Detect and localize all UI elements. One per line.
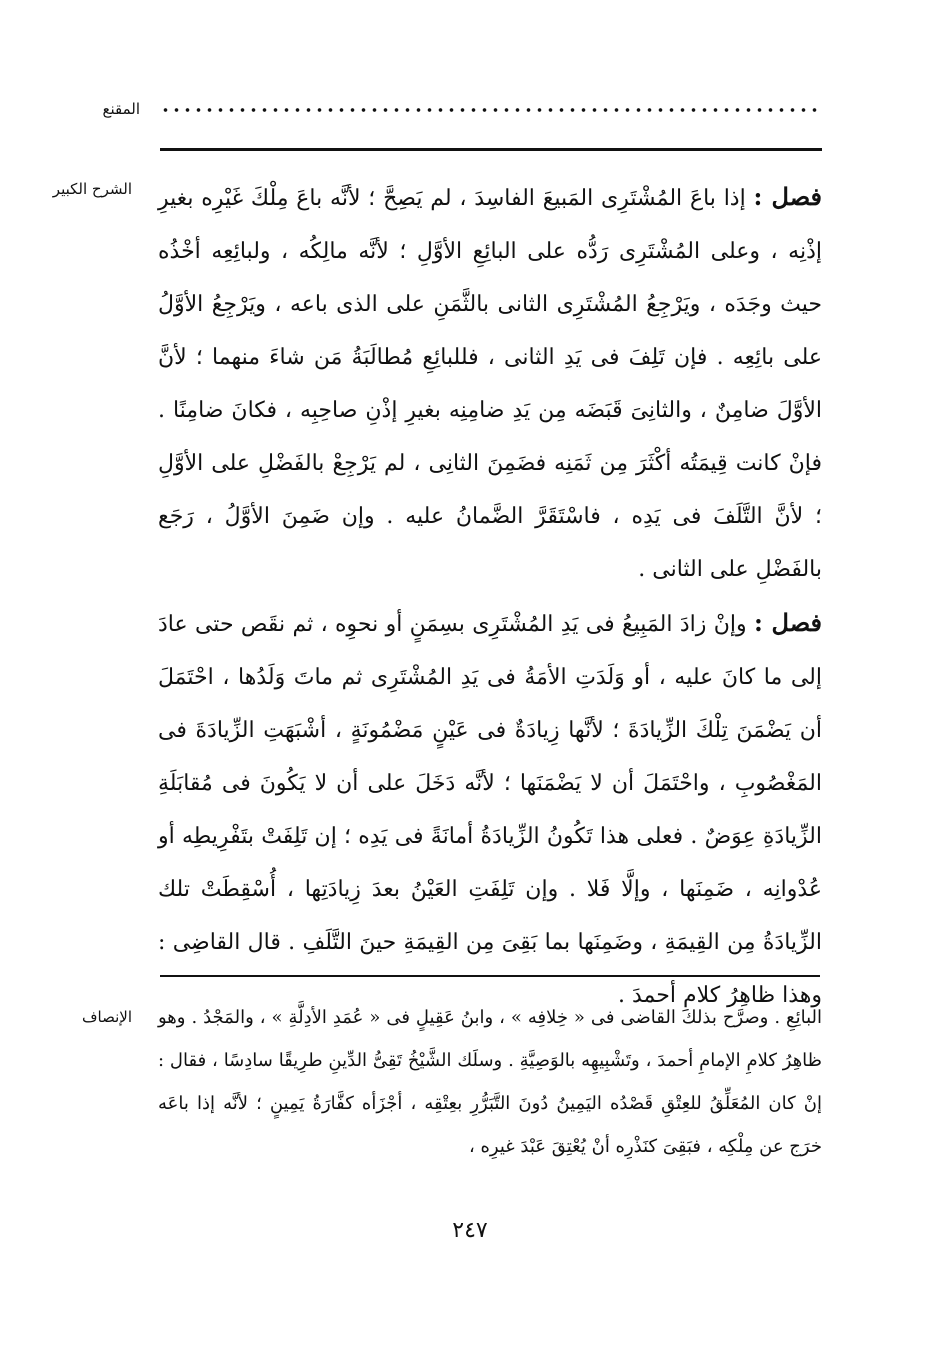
section-2-text: وإنْ زادَ المَبِيعُ فى يَدِ المُشْتَرِى بسِمَنٍ أو نحوِه ، ثم نقَص حتى عادَ إلى ما كانَ عليه ، أو وَلَدَتِ الأمَةُ فى يَدِ المُشْتَرِى ثم ماتَ وَلَدُها ، احْتَمَلَ أن يَضْمَنَ تِلْكَ الزِّيادَةَ ؛ لأنَّها زِيادَةٌ فى عَيْنٍ مَضْمُونَةٍ ، أشْبَهَتِ الزِّيادَةَ فى المَغْصُوبِ ، واحْتَمَلَ أن لا يَضْمَنَها ؛ لأنَّه دَخَلَ على أن لا يَكُونَ فى مُقابَلَةِ الزِّيادَةِ عِوَضٌ . فعلى هذا تَكُونُ الزِّيادَةُ أمانَةً فى يَدِه ؛ إن تَلِفَتْ بتَفْرِيطِه أو عُدْوانِه ، ضَمِنَها ، وإلَّا فَلا . وإن تَلِفَتِ العَيْنُ بعدَ زِيادَتِها ، أُسْقِطَتْ تلك الزِّيادَةُ مِن القِيمَةِ ، وضَمِنَها بما بَقِىَ مِن القِيمَةِ حينَ التَّلَفِ . قال القاضِى : وهذا ظاهِرُ كلامِ أحمدَ . (158, 612, 822, 1008)
dotted-rule (160, 104, 820, 116)
insaf-paragraph: البائِعِ . وصرَّح بذلك القاضى فى « خِلافِه » ، وابنُ عَقِيلٍ فى « عُمَدِ الأدِلَّةِ » ، والمَجْدُ . وهو ظاهِرُ كلامِ الإمامِ أحمدَ ، وتَشْبِيهِه بالوَصِيَّةِ . وسلَك الشَّيْخُ تَقِىُّ الدِّينِ طرِيقًا سادِسًا ، فقال : إنْ كان المُعَلِّقُ للعِتْقِ قَصْدُه اليَمِينُ دُونَ التَّبَرُّرِ بعِتْقِه ، أجْزَأه كفَّارَةُ يَمِينٍ ؛ لأنَّه إذا باعَه خرَج عن مِلْكِه ، فبَقِىَ كنَذْرِه أنْ يُعْتِقَ عَبْدَ غيرِه ، (158, 1007, 822, 1157)
page-number: ٢٤٧ (452, 1218, 488, 1243)
section-1-text: إذا باعَ المُشْتَرِى المَبيعَ الفاسِدَ ، لم يَصِحَّ ؛ لأنَّه باعَ مِلْكَ غَيْرِه بغيرِ إذْنِه ، وعلى المُشْتَرِى رَدُّه على البائِعِ الأوَّلِ ؛ لأنَّه مالِكُه ، ولبائِعِه أخْذُه حيث وجَدَه ، ويَرْجِعُ المُشْتَرِى الثانى بالثَّمَنِ على الذى باعه ، ويَرْجِعُ الأوَّلُ على بائِعِه . فإن تَلِفَ فى يَدِ الثانى ، فللبائِعِ مُطالَبَةُ مَن شاءَ منهما ؛ لأنَّ الأوَّلَ ضامِنٌ ، والثانِىَ قَبَضَه مِن يَدِ ضامِنِه بغيرِ إذْنِ صاحِبِه ، فكانَ ضامِنًا . فإنْ كانت قِيمَتُه أكْثَرَ مِن ثَمَنِه فضَمِنَ الثانِى ، لم يَرْجِعْ بالفَضْلِ على الأوَّلِ ؛ لأنَّ التَّلَفَ فى يَدِه ، فاسْتَقَرَّ الضَّمانُ عليه . وإن ضَمِنَ الأوَّلُ ، رَجَع بالفَضْلِ على الثانى . (158, 186, 822, 582)
margin-label-insaf: الإنصاف (81, 1008, 132, 1026)
section-2-paragraph (158, 596, 822, 1022)
section-1-paragraph (158, 170, 822, 596)
margin-label-sharh: الشرح الكبير (52, 180, 132, 198)
header-rule (160, 148, 822, 151)
running-head: المقنع (102, 100, 140, 118)
main-commentary (158, 170, 822, 1022)
section-1-heading: فصل : (753, 182, 822, 211)
footnote-rule (160, 975, 820, 977)
section-2-heading: فصل : (753, 608, 822, 637)
insaf-commentary (158, 996, 822, 1168)
